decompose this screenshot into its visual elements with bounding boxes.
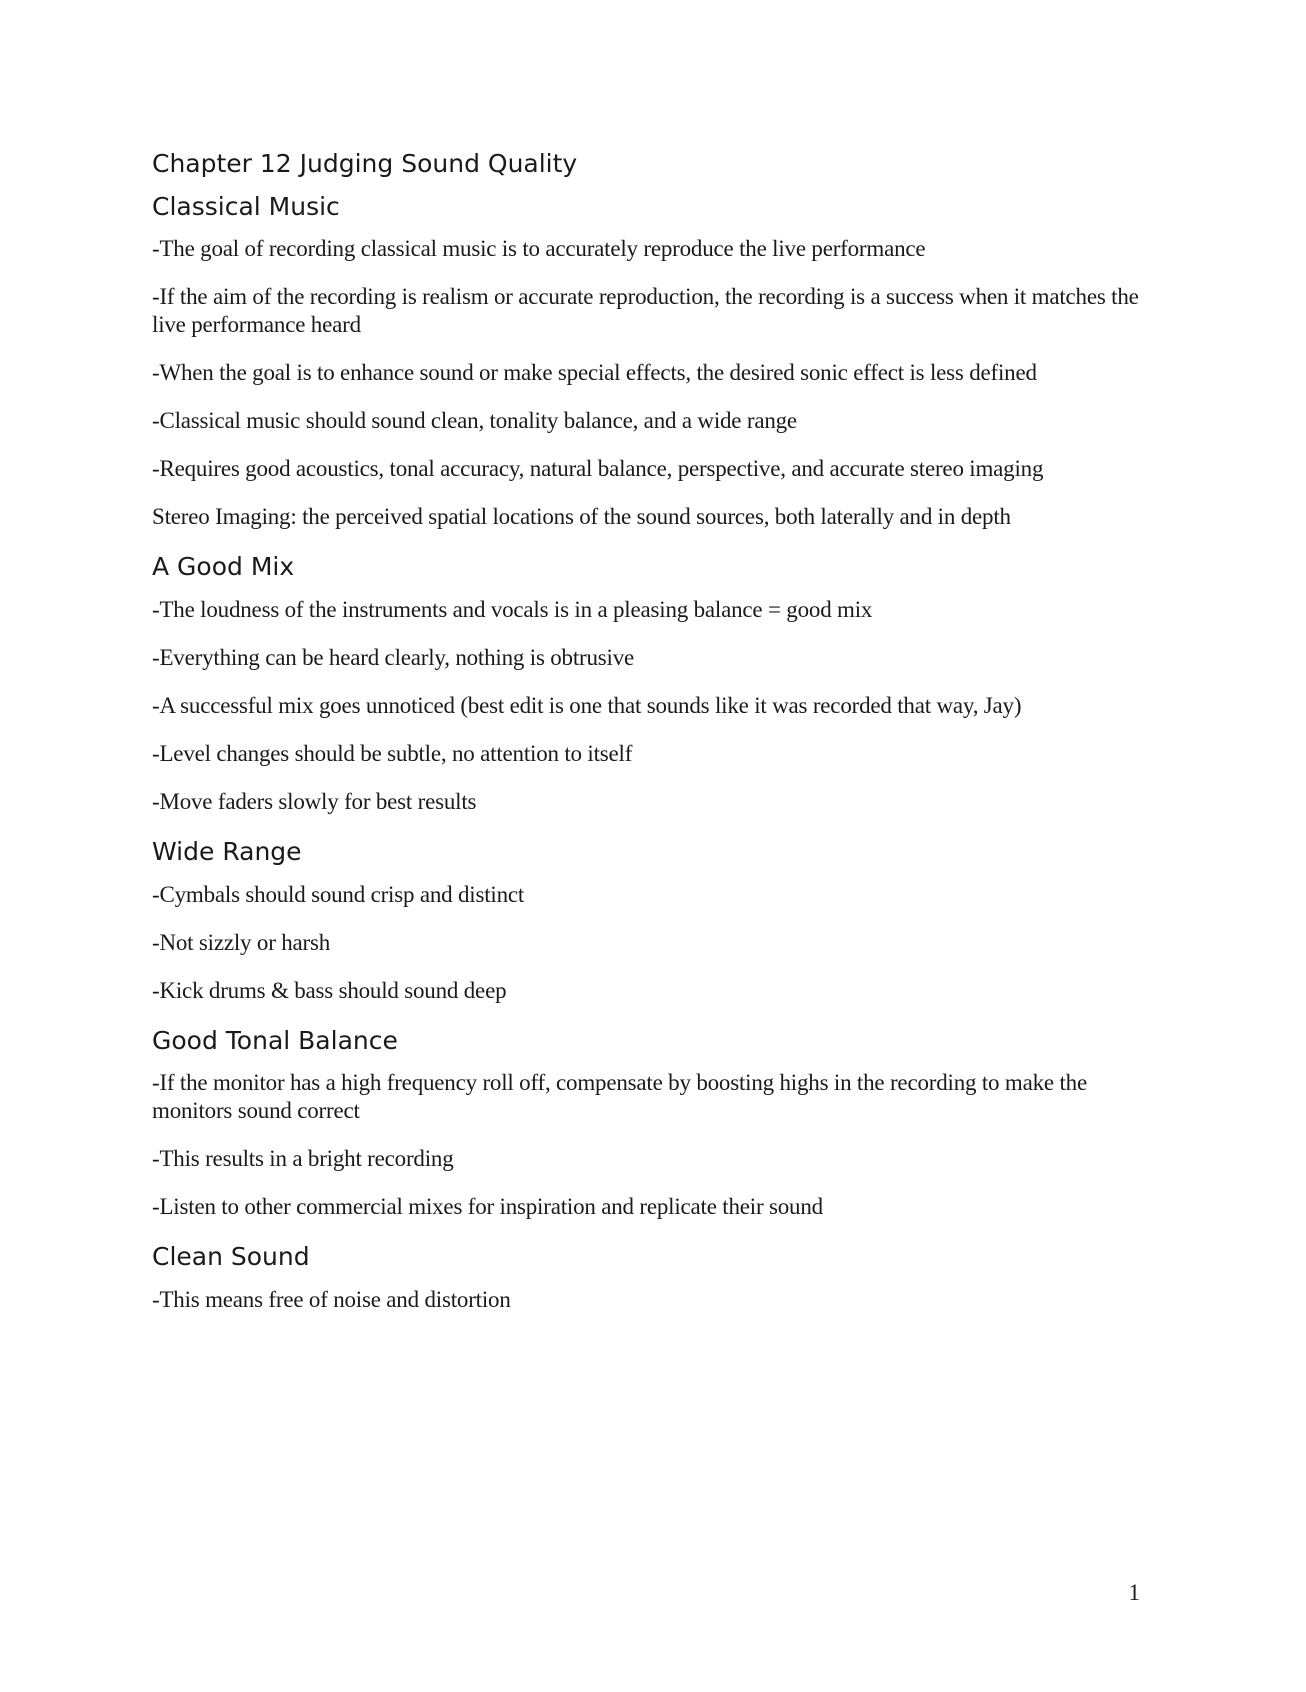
paragraph: -This means free of noise and distortion — [152, 1286, 511, 1312]
paragraph: -Classical music should sound clean, tonality balance, and a wide range — [152, 408, 797, 434]
paragraph: -Everything can be heard clearly, nothing is obtrusive — [152, 644, 635, 670]
paragraph: -Move faders slowly for best results — [152, 789, 477, 815]
paragraph: -Cymbals should sound crisp and distinct — [152, 881, 525, 907]
paragraph: -The goal of recording classical music is to accurately reproduce the live performance — [152, 236, 926, 261]
paragraph: -Listen to other commercial mixes for inspiration and replicate their sound — [152, 1194, 823, 1220]
section-heading-classical-music: Classical Music — [152, 191, 340, 221]
paragraph: -The loudness of the instruments and vocals is in a pleasing balance = good mix — [152, 596, 873, 622]
paragraph: -A successful mix goes unnoticed (best edit is one that sounds like it was recorded that way, Jay) — [152, 692, 1022, 718]
paragraph: -This results in a bright recording — [152, 1146, 454, 1172]
page-content — [152, 148, 1152, 1334]
section-heading-a-good-mix: A Good Mix — [152, 552, 295, 582]
paragraph: -When the goal is to enhance sound or make special effects, the desired sonic effect is less defined — [152, 360, 1037, 386]
paragraph: -Requires good acoustics, tonal accuracy, natural balance, perspective, and accurate stereo imaging — [152, 456, 1044, 482]
section-heading-wide-range: Wide Range — [152, 837, 302, 867]
section-heading-clean-sound: Clean Sound — [152, 1242, 310, 1272]
paragraph: -Kick drums & bass should sound deep — [152, 977, 507, 1003]
definition-paragraph: Stereo Imaging: the perceived spatial locations of the sound sources, both laterally and in depth — [152, 504, 1011, 530]
page-number: 1 — [1128, 1580, 1140, 1605]
paragraph: -Level changes should be subtle, no attention to itself — [152, 740, 633, 766]
section-heading-good-tonal-balance: Good Tonal Balance — [152, 1025, 398, 1055]
paragraph: -If the aim of the recording is realism or accurate reproduction, the recording is a success when it matches the live performance heard — [152, 284, 1139, 338]
paragraph: -Not sizzly or harsh — [152, 929, 331, 955]
page-title: Chapter 12 Judging Sound Quality — [152, 149, 578, 178]
paragraph: -If the monitor has a high frequency roll off, compensate by boosting highs in the recording to make the monitors sound correct — [152, 1070, 1087, 1124]
